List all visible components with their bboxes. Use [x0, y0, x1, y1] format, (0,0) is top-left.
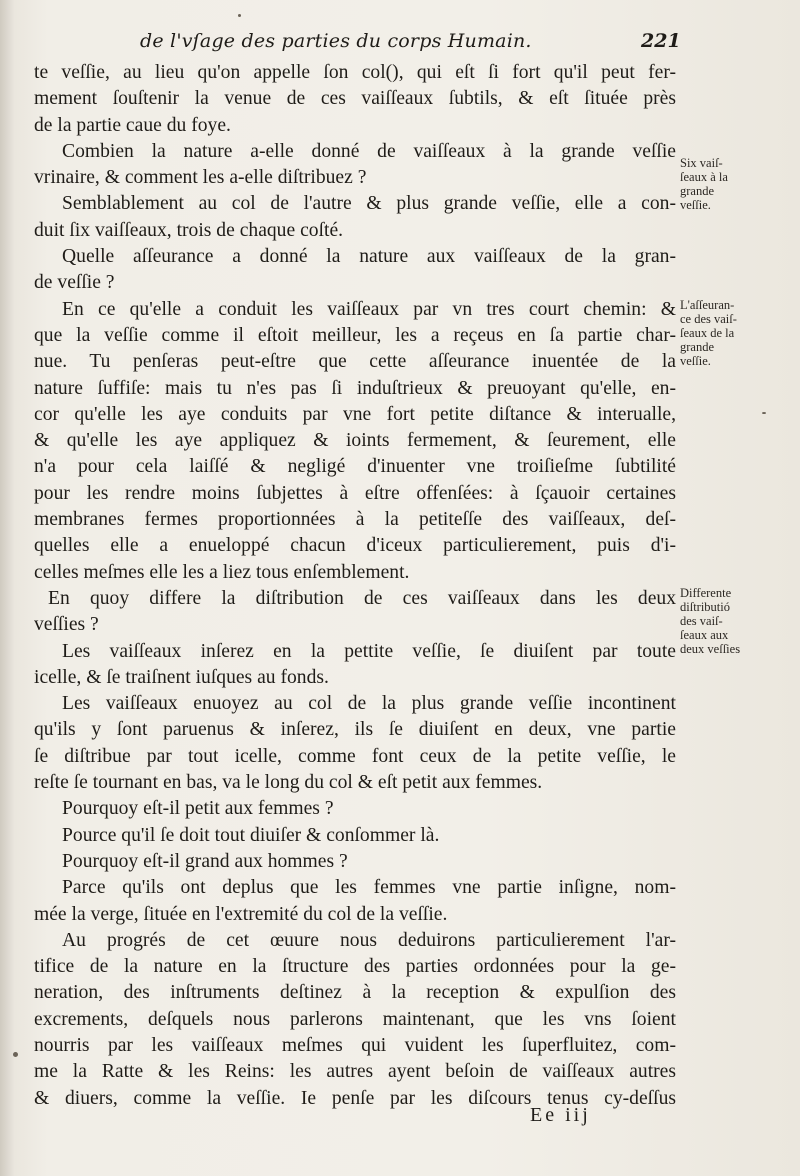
text-line: neration, des inſtruments deſtinez à la reception & expulſion des [34, 982, 676, 1004]
text-line: nature ſuffiſe: mais tu n'es pas ſi induſtrieux & preuoyant qu'elle, en- [34, 377, 676, 399]
margin-note-line: diſtributió [680, 600, 730, 614]
text-line: celles meſmes elle les a liez tous enſemblement. [34, 561, 410, 583]
text-line: icelle, & ſe traiſnent iuſques au fonds. [34, 666, 329, 688]
text-line: veſſies ? [34, 614, 99, 636]
margin-note-line: ſeaux aux [680, 628, 729, 642]
margin-note-line: ſeaux à la [680, 170, 728, 184]
running-head: de l'vſage des parties du corps Humain. [140, 30, 532, 52]
margin-note-assurance [680, 298, 790, 368]
text-line: En ce qu'elle a conduit les vaiſſeaux par vn tres court chemin: & [62, 298, 676, 320]
text-line: ſe diſtribue par tout icelle, comme font ceux de la petite veſſie, le [34, 745, 676, 767]
text-line: reſte ſe tournant en bas, va le long du col & eſt petit aux femmes. [34, 772, 543, 794]
text-line: que la veſſie comme il eſtoit meilleur, les a reçeus en ſa partie char- [34, 324, 676, 346]
margin-note-line: deux veſſies [680, 642, 741, 656]
text-line: de la partie caue du foye. [34, 114, 231, 136]
ink-speck [13, 1052, 18, 1057]
text-line: En quoy differe la diſtribution de ces vaiſſeaux dans les deux [48, 587, 676, 609]
text-line: Les vaiſſeaux inſerez en la pettite veſſie, ſe diuiſent par toute [62, 640, 676, 662]
text-line: membranes fermes proportionnées à la petiteſſe des vaiſſeaux, deſ- [34, 509, 676, 531]
margin-note-line: Differente [680, 586, 732, 600]
text-line: me la Ratte & les Reins: les autres ayent beſoin de vaiſſeaux autres [34, 1061, 676, 1083]
text-line: Pource qu'il ſe doit tout diuiſer & conſommer là. [62, 824, 440, 846]
text-line: Les vaiſſeaux enuoyez au col de la plus grande veſſie incontinent [62, 693, 676, 715]
text-line: qu'ils y ſont paruenus & inſerez, ils ſe diuiſent en deux, vne partie [34, 719, 676, 741]
text-line: nourris par les vaiſſeaux meſmes qui vuident les ſuperfluitez, com- [34, 1034, 676, 1056]
signature-mark: Ee iij [530, 1104, 591, 1126]
text-line: excrements, deſquels nous parlerons maintenant, que les vns ſoient [34, 1008, 676, 1030]
page-gutter [0, 0, 14, 1176]
margin-note-line: L'aſſeuran- [680, 298, 735, 312]
text-line: Pourquoy eſt-il grand aux hommes ? [62, 850, 348, 872]
text-line: mement ſouſtenir la venue de ces vaiſſeaux ſubtils, & eſt ſituée près [34, 88, 676, 110]
text-line: nue. Tu penſeras peut-eſtre que cette aſſeurance inuentée de la [34, 351, 676, 373]
text-line: vrinaire, & comment les a-elle diſtribuez ? [34, 167, 367, 189]
text-line: Au progrés de cet œuure nous deduirons particulierement l'ar- [62, 929, 676, 951]
text-line: pour les rendre moins ſubjettes à eſtre offenſées: à ſçauoir certaines [34, 482, 676, 504]
text-line: & diuers, comme la veſſie. Ie penſe par les diſcours tenus cy-deſſus [34, 1087, 676, 1109]
margin-note-distribution [680, 586, 790, 656]
margin-note-line: grande [680, 340, 715, 354]
text-line: quelles elle a enueloppé chacun d'iceux particulierement, puis d'i- [34, 535, 676, 557]
margin-note-line: grande [680, 184, 715, 198]
ink-speck [762, 412, 766, 414]
text-line: duit ſix vaiſſeaux, trois de chaque coſté. [34, 219, 344, 241]
page-number: 221 [641, 30, 681, 52]
margin-note-line: ce des vaiſ- [680, 312, 737, 326]
text-line: n'a pour cela laiſſé & negligé d'inuenter vne troiſieſme ſubtilité [34, 456, 676, 478]
margin-note-line: Six vaiſ- [680, 156, 723, 170]
text-line: mée la verge, ſituée en l'extremité du col de la veſſie. [34, 903, 448, 925]
text-line: tifice de la nature en la ſtructure des parties ordonnées pour la ge- [34, 956, 676, 978]
text-line: Pourquoy eſt-il petit aux femmes ? [62, 798, 334, 820]
text-line: de veſſie ? [34, 272, 115, 294]
text-line: Combien la nature a-elle donné de vaiſſeaux à la grande veſſie [62, 140, 676, 162]
text-line: & qu'elle les aye appliquez & ioints fermement, & ſeurement, elle [34, 430, 676, 452]
ink-speck [238, 14, 241, 17]
margin-note-line: veſſie. [680, 198, 711, 212]
text-line: te veſſie, au lieu qu'on appelle ſon col(), qui eſt ſi fort qu'il peut fer- [34, 62, 676, 83]
margin-note-line: des vaiſ- [680, 614, 723, 628]
text-line: Quelle aſſeurance a donné la nature aux vaiſſeaux de la gran- [62, 246, 676, 268]
text-line: Semblablement au col de l'autre & plus grande veſſie, elle a con- [62, 193, 676, 215]
margin-note-six-vessels [680, 156, 790, 212]
margin-note-line: veſſie. [680, 354, 711, 368]
body-text [34, 60, 676, 1112]
text-line: cor qu'elle les aye conduits par vne fort petite diſtance & interualle, [34, 403, 676, 425]
margin-note-line: ſeaux de la [680, 326, 735, 340]
text-line: Parce qu'ils ont deplus que les femmes vne partie inſigne, nom- [62, 877, 676, 899]
